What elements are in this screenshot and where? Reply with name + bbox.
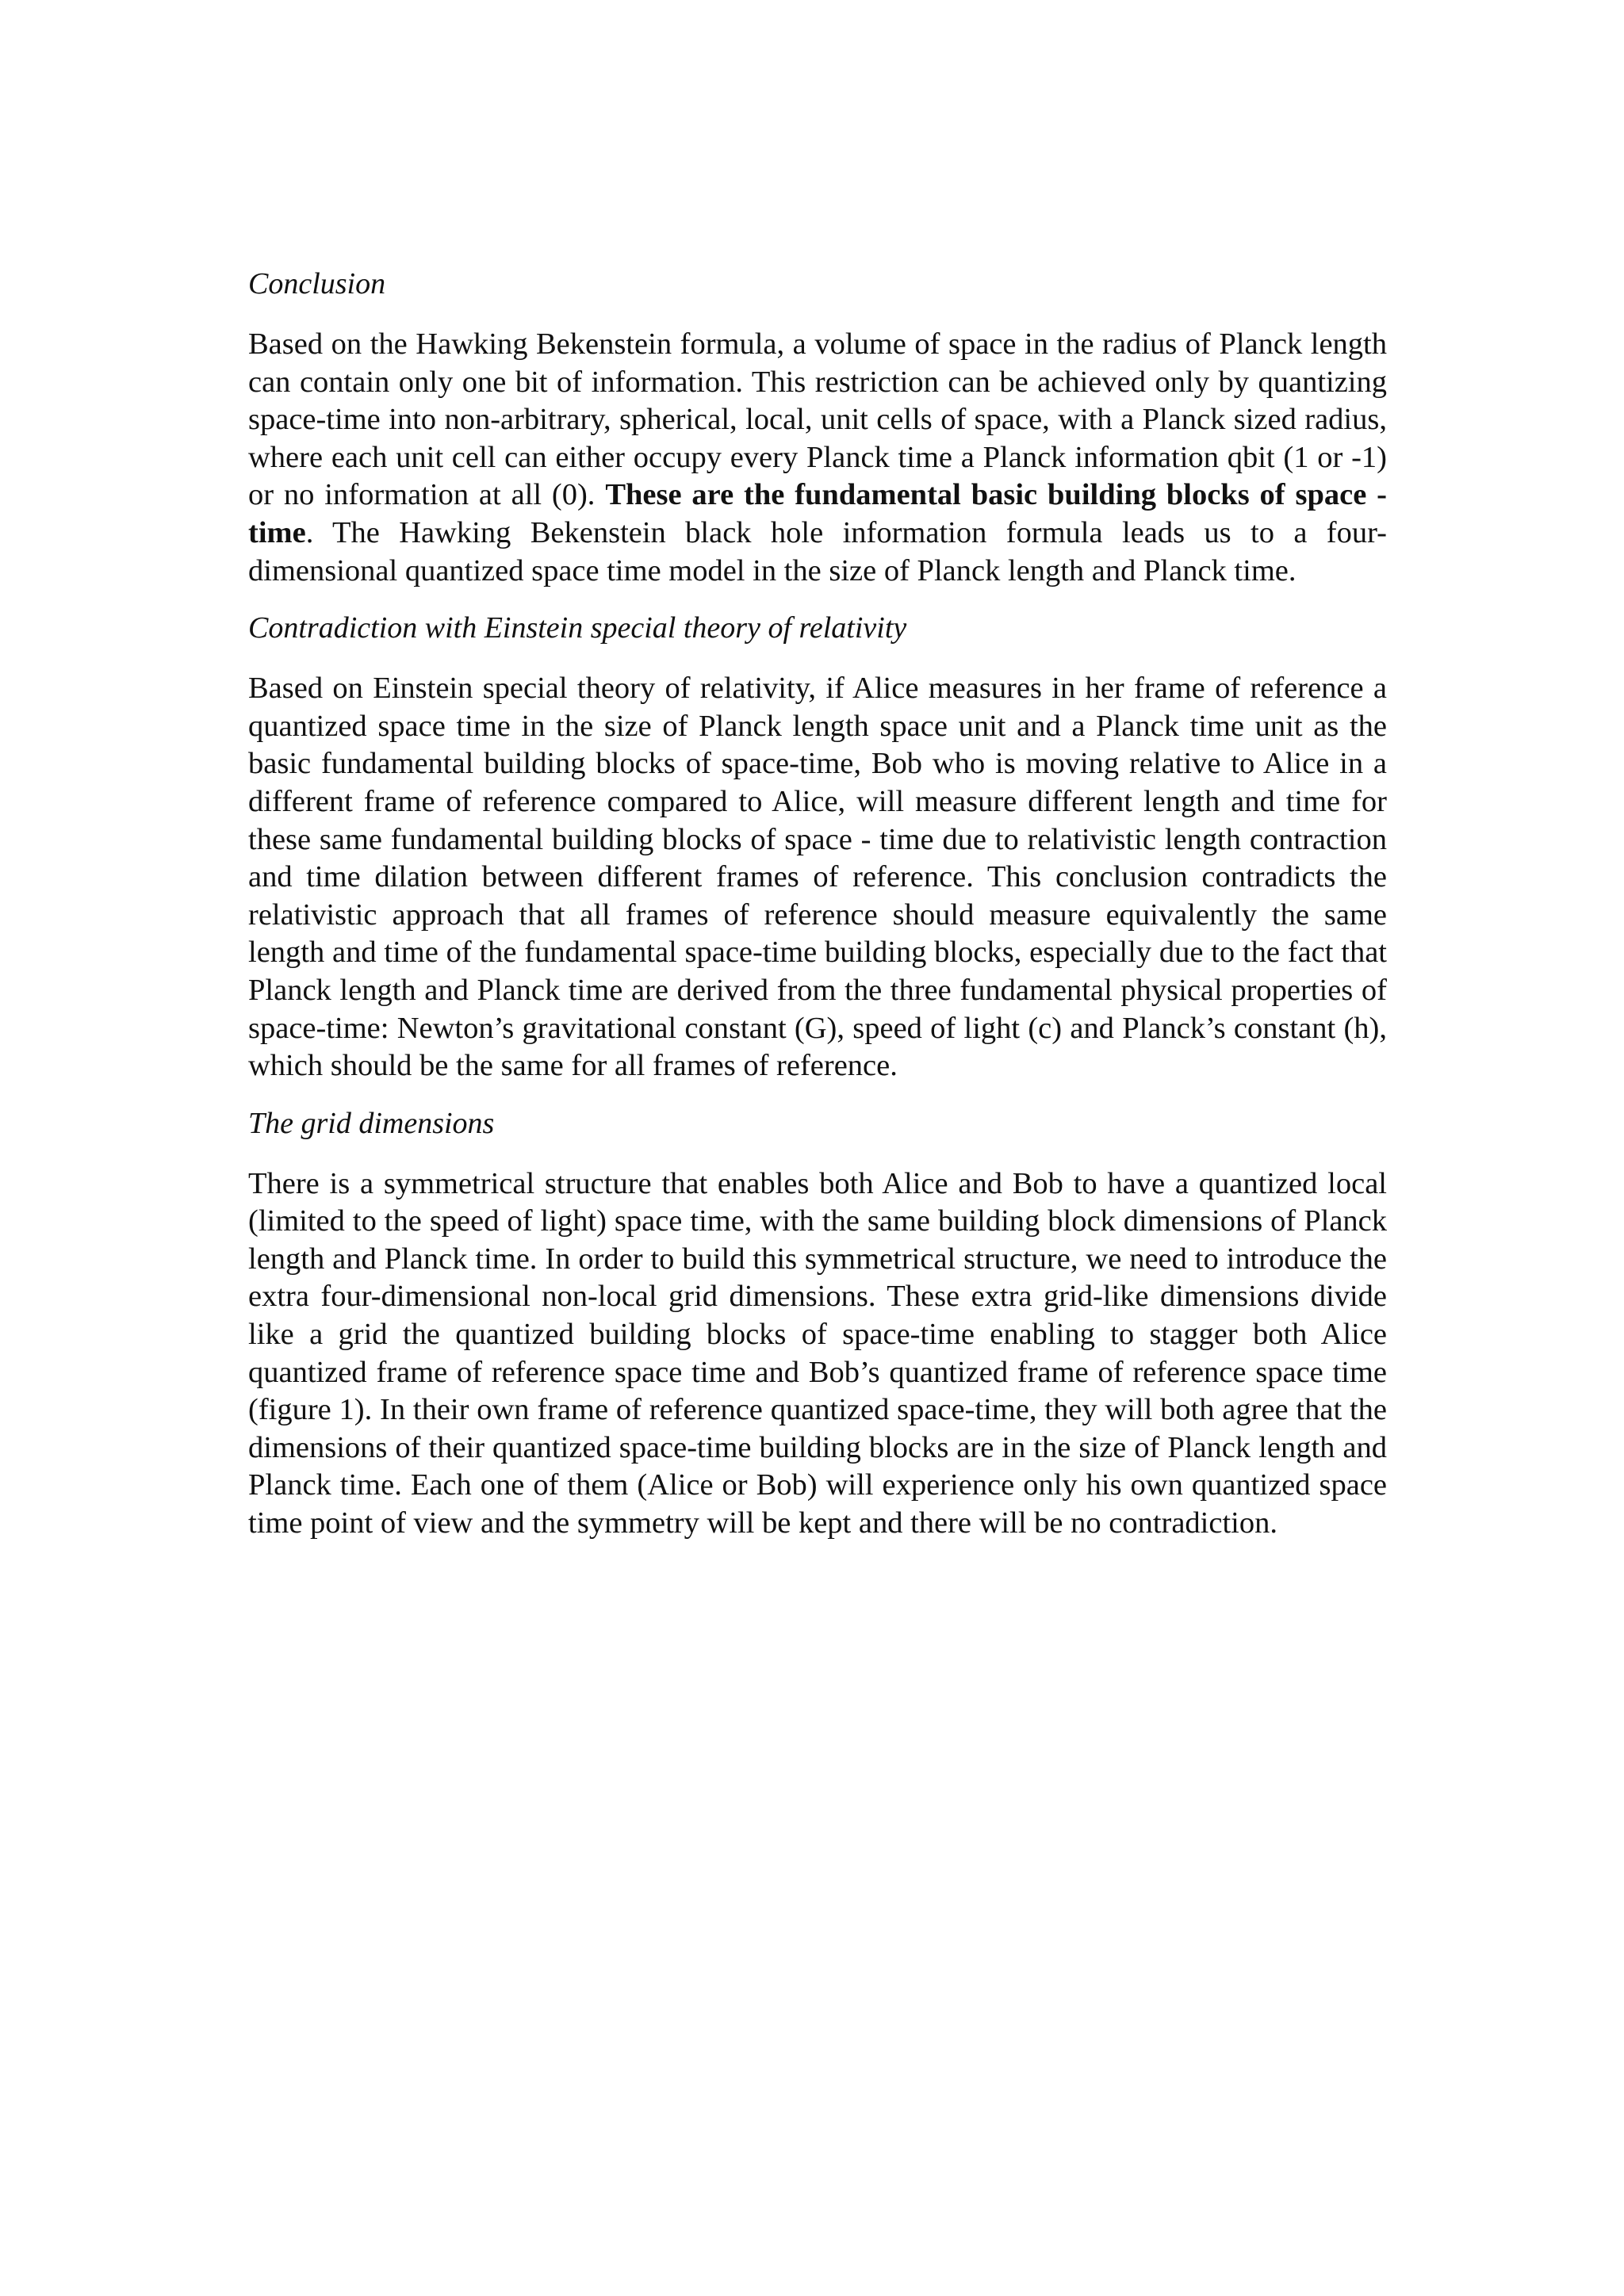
section-heading-conclusion: Conclusion <box>248 267 386 300</box>
paragraph-conclusion-text-start: Based on the Hawking Bekenstein formula, a volume of space in the radius of Planck length can contain only one bit of information. This restriction can be achieved only by quantizing space-time into non-arbitrary, spherical, local, unit cells of space, with a Planck sized radius, where each unit cell can either occupy every Planck time a Planck information qbit (1 or -1) or no information at all (0). <box>248 327 1387 512</box>
paragraph-grid-dimensions: There is a symmetrical structure that enables both Alice and Bob to have a quantized local (limited to the speed of light) space time, with the same building block dimensions of Planck length and Planck time. In order to build this symmetrical structure, we need to introduce the extra four-dimensional non-local grid dimensions. These extra grid-like dimensions divide like a grid the quantized building blocks of space-time enabling to stagger both Alice quantized frame of reference space time and Bob’s quantized frame of reference space time (figure 1). In their own frame of reference quantized space-time, they will both agree that the dimensions of their quantized space-time building blocks are in the size of Planck length and Planck time. Each one of them (Alice or Bob) will experience only his own quantized space time point of view and the symmetry will be kept and there will be no contradiction. <box>248 1166 1387 1540</box>
section-heading-contradiction: Contradiction with Einstein special theory of relativity <box>248 611 907 645</box>
section-heading-grid-dimensions: The grid dimensions <box>248 1106 495 1140</box>
document-page <box>248 266 1387 1543</box>
paragraph-contradiction: Based on Einstein special theory of relativity, if Alice measures in her frame of reference a quantized space time in the size of Planck length space unit and a Planck time unit as the basic fundamental building blocks of space-time, Bob who is moving relative to Alice in a different frame of reference compared to Alice, will measure different length and time for these same fundamental building blocks of space - time due to relativistic length contraction and time dilation between different frames of reference. This conclusion contradicts the relativistic approach that all frames of reference should measure equivalently the same length and time of the fundamental space-time building blocks, especially due to the fact that Planck length and Planck time are derived from the three fundamental physical properties of space-time: Newton’s gravitational constant (G), speed of light (c) and Planck’s constant (h), which should be the same for all frames of reference. <box>248 672 1387 1083</box>
paragraph-conclusion <box>248 326 1387 590</box>
paragraph-conclusion-bold-text: These are the fundamental basic building blocks of space - time <box>248 478 1388 549</box>
paragraph-conclusion-text-end: . The Hawking Bekenstein black hole information formula leads us to a four-dimensional quantized space time model in the size of Planck length and Planck time. <box>248 515 1387 587</box>
